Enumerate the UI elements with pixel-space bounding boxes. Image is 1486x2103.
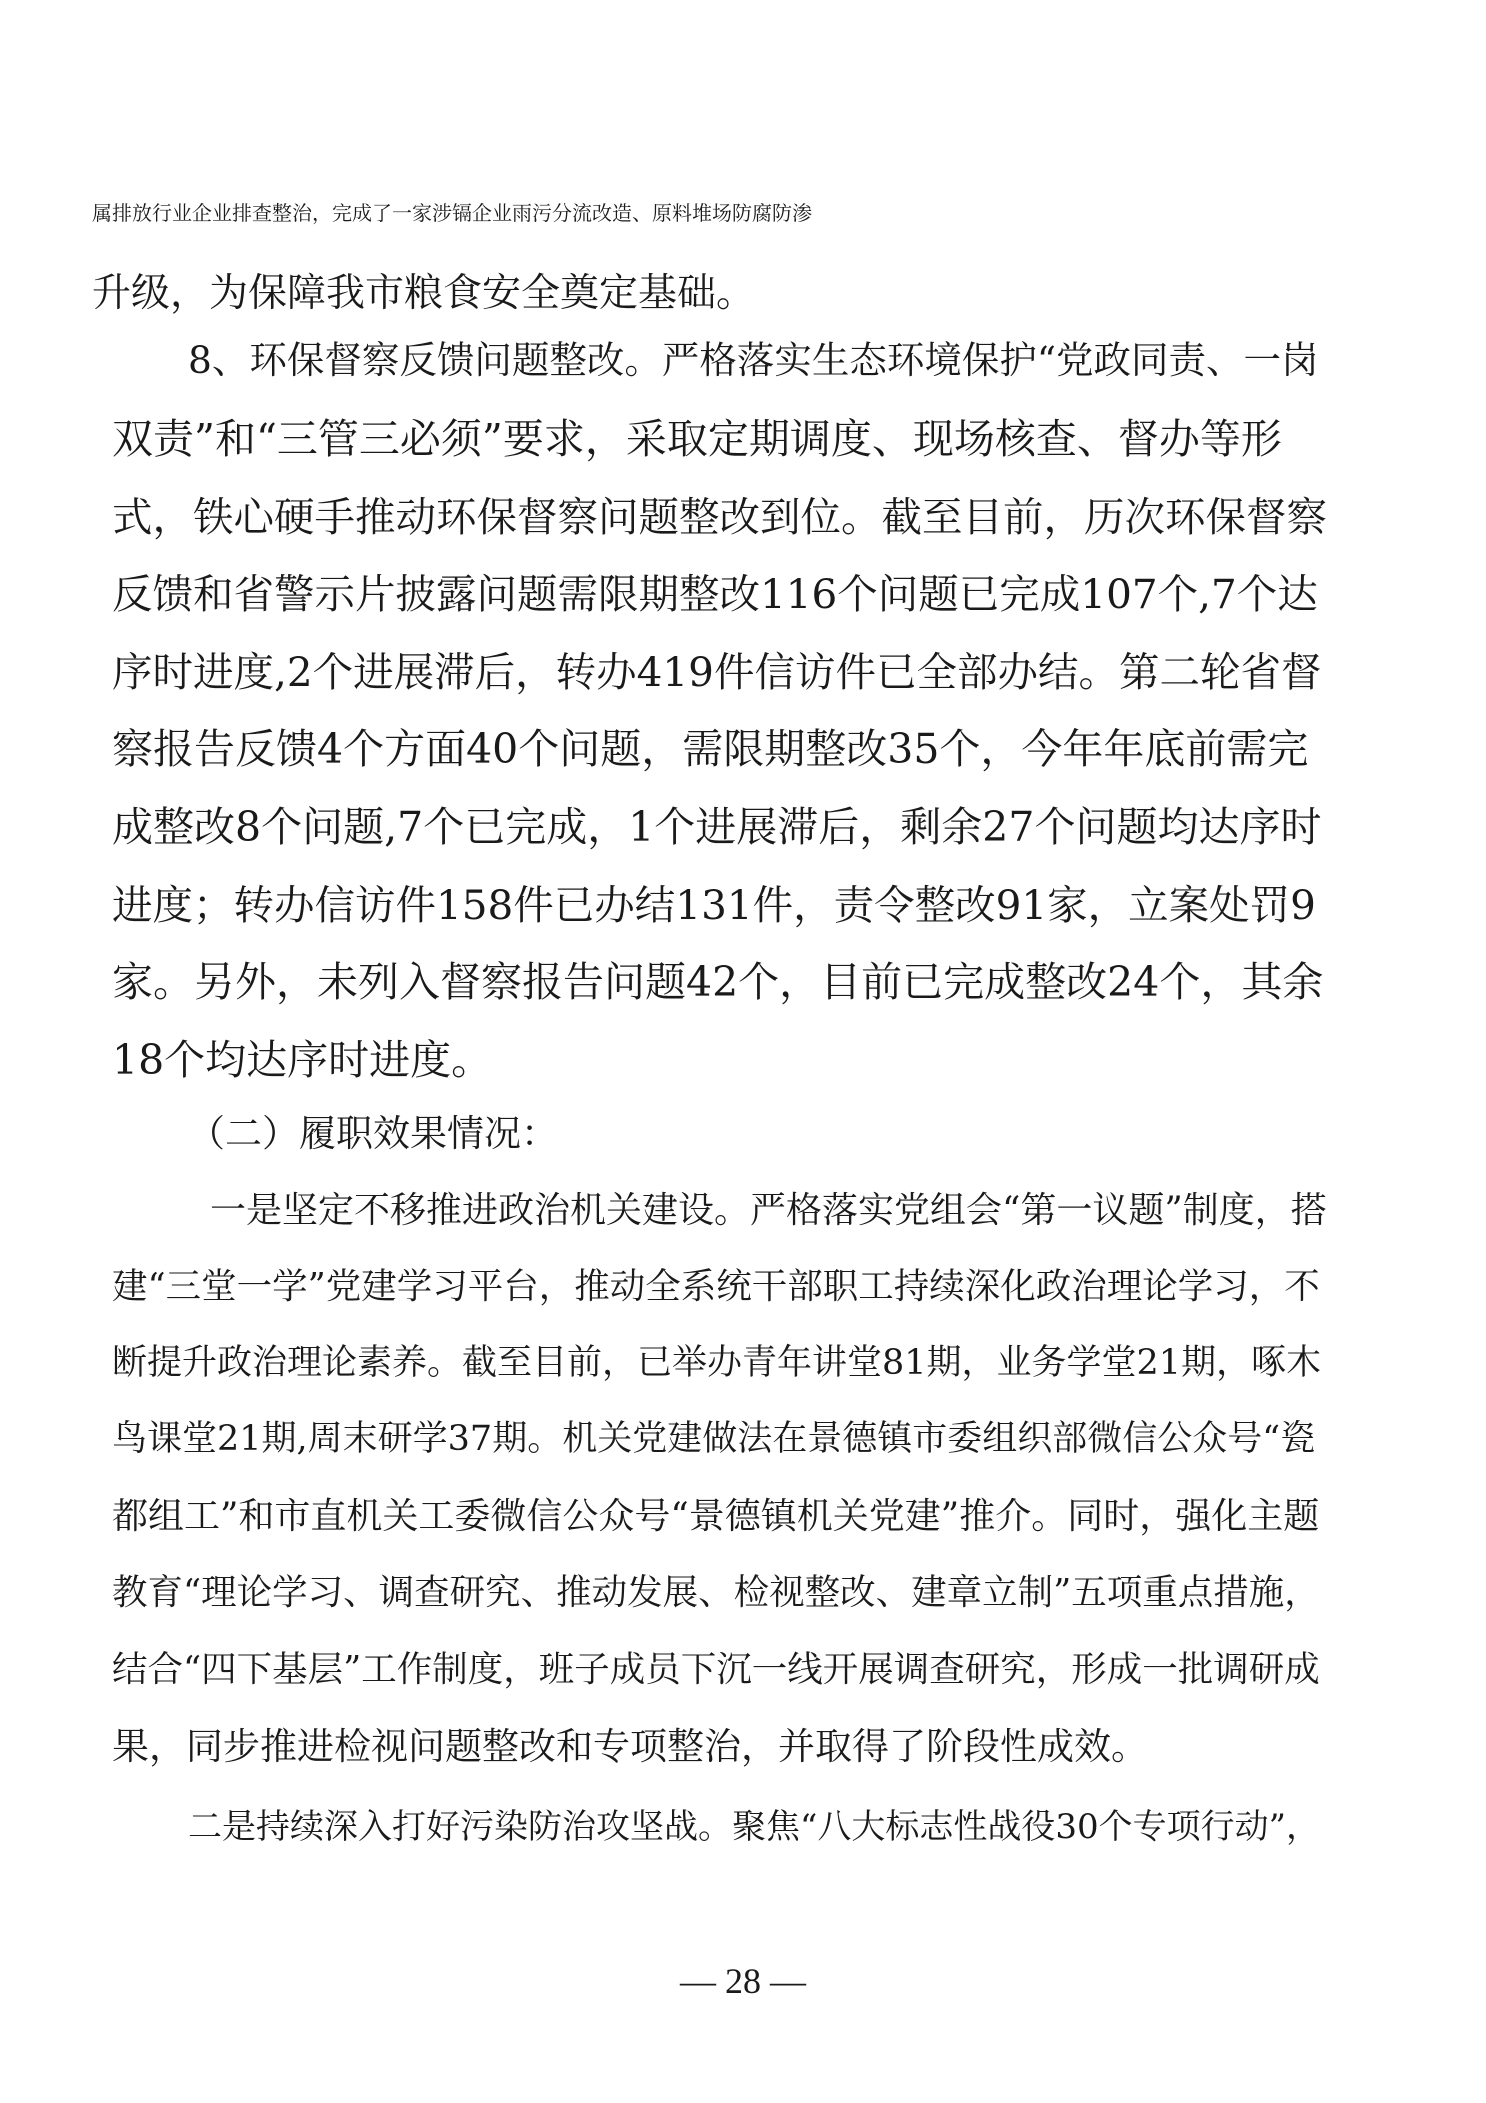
section-heading: （二）履职效果情况：: [188, 1112, 558, 1155]
text-line: 鸟课堂21期,周末研学37期。机关党建做法在景德镇市委组织部微信公众号“瓷: [112, 1419, 1316, 1459]
page-number: — 28 —: [680, 1961, 806, 2001]
text-line: 教育“理论学习、调查研究、推动发展、检视整改、建章立制”五项重点措施，: [112, 1572, 1320, 1613]
text-line: 双责”和“三管三必须”要求，采取定期调度、现场核查、督办等形: [112, 415, 1282, 463]
text-line: 家。另外，未列入督察报告问题42个，目前已完成整改24个，其余: [112, 958, 1324, 1006]
text-line: 断提升政治理论素养。截至目前，已举办青年讲堂81期，业务学堂21期，啄木: [112, 1343, 1322, 1383]
text-line: 属排放行业企业排查整治，完成了一家涉镉企业雨污分流改造、原料堆场防腐防渗: [92, 201, 812, 225]
text-line: 一是坚定不移推进政治机关建设。严格落实党组会“第一议题”制度，搭: [210, 1190, 1327, 1231]
text-line: 果，同步推进检视问题整改和专项整治，并取得了阶段性成效。: [112, 1725, 1148, 1768]
text-line: 察报告反馈4个方面40个问题，需限期整改35个，今年年底前需完: [112, 725, 1309, 773]
text-line: 序时进度,2个进展滞后，转办419件信访件已全部办结。第二轮省督: [112, 648, 1322, 696]
text-line: 二是持续深入打好污染防治攻坚战。聚焦“八大标志性战役30个专项行动”，: [188, 1807, 1321, 1847]
text-line: 结合“四下基层”工作制度，班子成员下沉一线开展调查研究，形成一批调研成: [112, 1649, 1320, 1690]
text-line: 都组工”和市直机关工委微信公众号“景德镇机关党建”推介。同时，强化主题: [112, 1496, 1320, 1537]
text-line: 进度；转办信访件158件已办结131件，责令整改91家，立案处罚9: [112, 881, 1316, 929]
text-line: 建“三堂一学”党建学习平台，推动全系统干部职工持续深化政治理论学习，不: [112, 1266, 1320, 1307]
text-line: 反馈和省警示片披露问题需限期整改116个问题已完成107个,7个达: [112, 570, 1318, 618]
text-line: 18个均达序时进度。: [112, 1036, 493, 1084]
text-line: 式，铁心硬手推动环保督察问题整改到位。截至目前，历次环保督察: [112, 493, 1327, 541]
text-line: 成整改8个问题,7个已完成，1个进展滞后，剩余27个问题均达序时: [112, 803, 1322, 851]
text-line: 8、环保督察反馈问题整改。严格落实生态环境保护“党政同责、一岗: [188, 338, 1319, 382]
text-line: 升级，为保障我市粮食安全奠定基础。: [92, 271, 756, 316]
